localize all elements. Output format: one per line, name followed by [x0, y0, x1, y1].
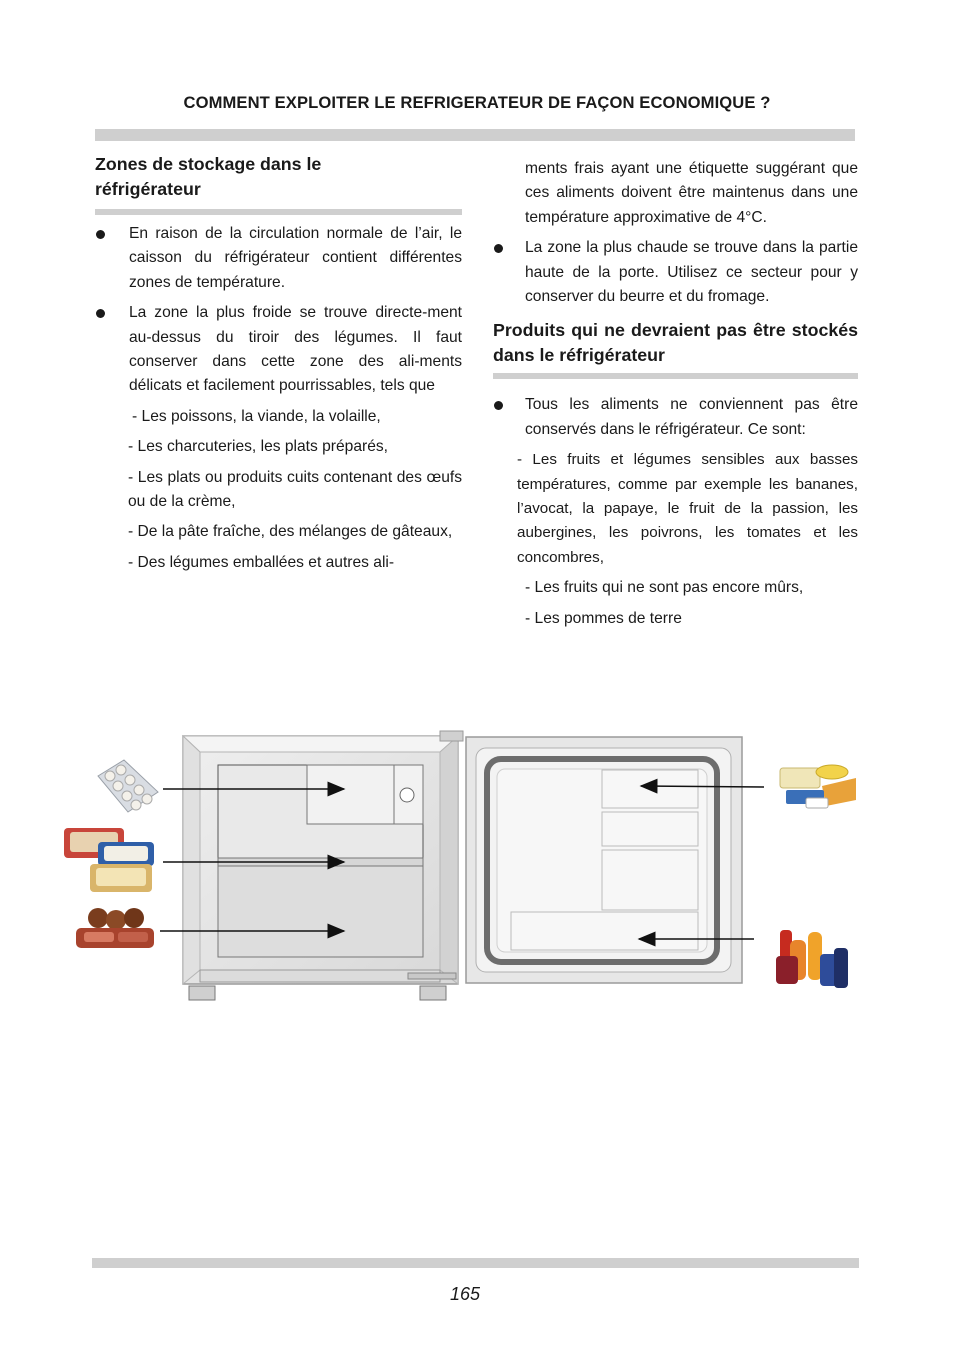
section-heading-unsuitable-products: Produits qui ne devraient pas être stockés dans le réfrigérateur — [493, 320, 858, 366]
meat-icon — [76, 908, 154, 948]
eggs-icon — [98, 760, 158, 812]
list-item: - Les pommes de terre — [525, 609, 682, 627]
arrow-door-top — [641, 786, 764, 787]
continued-paragraph: ments frais ayant une étiquette suggérant que ces aliments doivent être maintenus dans une température approximative de 4°C. — [525, 160, 858, 226]
bullet-warmest-zone: La zone la plus chaude se trouve dans la partie haute de la porte. Utilisez ce secteur pour y conserver du beurre et du fromage. — [493, 236, 858, 309]
list-item: - Les fruits qui ne sont pas encore mûrs, — [525, 579, 804, 597]
list-item: - Les charcuteries, les plats préparés, — [128, 438, 389, 456]
page-title: COMMENT EXPLOITER LE REFRIGERATEUR DE FAÇON ECONOMIQUE ? — [183, 93, 771, 112]
bullet-unsuitable-foods: Tous les aliments ne conviennent pas être conservés dans le réfrigérateur. Ce sont: — [493, 393, 858, 442]
list-item: - Les fruits et légumes sensibles aux basses températures, comme par exemple les bananes, l’avocat, la papaye, le fruit de la passion, les aubergines, les poivrons, les tomates et les concombres, — [517, 451, 858, 566]
fridge-door — [466, 737, 742, 983]
list-item: - Des légumes emballées et autres ali- — [128, 553, 395, 571]
butter-cheese-icon — [780, 765, 856, 808]
list-item: - Les poissons, la viande, la volaille, — [132, 407, 381, 425]
bullet-coldest-zone: La zone la plus froide se trouve directe-ment au-dessus du tiroir des légumes. Il faut conserver dans cette zone des ali-ments délicats et facilement pourrissables, tels que — [95, 301, 462, 399]
section-heading-storage-zones: Zones de stockage dans le réfrigérateur — [95, 154, 322, 199]
page-number: 165 — [449, 1284, 481, 1304]
bullet-air-circulation: En raison de la circulation normale de l’air, le caisson du réfrigérateur contient différentes zones de température. — [95, 222, 462, 295]
list-item: - De la pâte fraîche, des mélanges de gâteaux, — [128, 523, 453, 541]
fridge-cabinet — [183, 731, 463, 1000]
footer-rule — [92, 1258, 859, 1268]
prepared-dishes-icon — [64, 828, 154, 892]
list-item: - Les plats ou produits cuits contenant des œufs ou de la crème, — [128, 468, 462, 511]
bottles-jars-icon — [776, 930, 848, 988]
